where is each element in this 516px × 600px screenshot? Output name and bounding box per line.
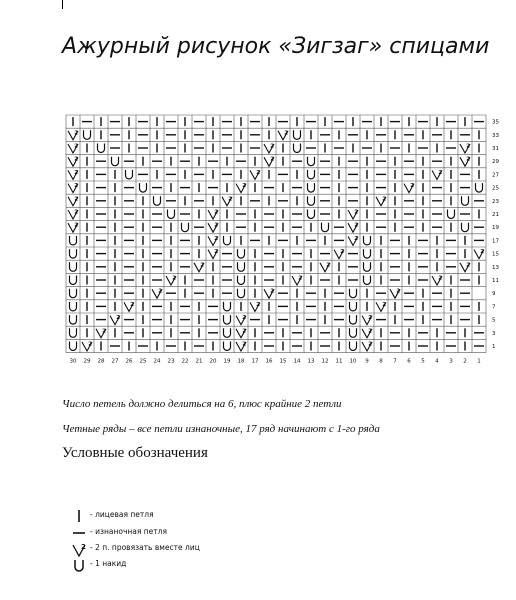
row-number-label: 5 [492, 317, 496, 324]
legend-label: - 1 накид [90, 559, 127, 568]
svg-text:2: 2 [396, 288, 401, 295]
column-number-label: 27 [111, 358, 119, 365]
yarn-over-icon [70, 276, 77, 285]
yarn-over-icon [238, 249, 245, 258]
row-number-label: 19 [492, 225, 499, 232]
knit-two-together-icon [236, 183, 246, 193]
svg-text:2: 2 [466, 262, 471, 269]
column-number-label: 23 [167, 358, 175, 365]
svg-text:2: 2 [284, 130, 289, 137]
legend-label: - лицевая петля [90, 510, 154, 519]
knit-two-together-icon [432, 170, 442, 180]
column-number-label: 15 [279, 358, 287, 365]
svg-text:2: 2 [256, 169, 261, 176]
knit-two-together-icon [334, 249, 344, 259]
svg-text:2: 2 [480, 249, 485, 256]
yarn-over-icon [476, 183, 483, 192]
yarn-over-icon [70, 262, 77, 271]
svg-text:2: 2 [466, 143, 471, 150]
yarn-over-icon [448, 210, 455, 219]
svg-text:2: 2 [270, 143, 275, 150]
knit-two-together-icon [264, 289, 274, 299]
yarn-over-icon [182, 223, 189, 232]
column-number-label: 19 [223, 358, 231, 365]
column-number-label: 9 [365, 358, 369, 365]
legend-item-knit [72, 508, 272, 524]
row-number-label: 13 [492, 264, 499, 271]
yarn-over-icon [462, 223, 469, 232]
row-number-label: 33 [492, 132, 499, 139]
svg-text:2: 2 [74, 196, 79, 203]
knit-two-together-icon [460, 157, 470, 167]
column-number-label: 17 [251, 358, 259, 365]
column-number-label: 21 [195, 358, 203, 365]
knit-two-together-icon [72, 541, 86, 557]
knit-two-together-icon [292, 276, 302, 286]
yarn-over-icon [308, 157, 315, 166]
column-number-label: 2 [463, 358, 467, 365]
yarn-over-icon [364, 236, 371, 245]
yarn-over-icon [70, 342, 77, 351]
knit-two-together-icon [68, 223, 78, 233]
stitch-count-note: Число петель должно делиться на 6, плюс крайние 2 петли [62, 398, 342, 410]
knit-two-together-icon [404, 183, 414, 193]
knit-two-together-icon [68, 130, 78, 140]
yarn-over-icon [84, 130, 91, 139]
yarn-over-icon [70, 315, 77, 324]
knit-two-together-icon [222, 196, 232, 206]
column-number-label: 3 [449, 358, 453, 365]
yarn-over-icon [294, 144, 301, 153]
row-number-label: 7 [492, 304, 496, 311]
yarn-over-icon [350, 315, 357, 324]
knit-two-together-icon [376, 302, 386, 312]
yarn-over-icon [112, 157, 119, 166]
yarn-over-icon [126, 170, 133, 179]
svg-text:2: 2 [214, 249, 219, 256]
knit-stitch-icon [72, 508, 86, 524]
svg-text:2: 2 [74, 222, 79, 229]
svg-text:2: 2 [256, 301, 261, 308]
knit-two-together-icon [460, 144, 470, 154]
knit-two-together-icon [208, 210, 218, 220]
svg-text:2: 2 [130, 301, 135, 308]
column-number-label: 28 [97, 358, 105, 365]
svg-text:2: 2 [354, 222, 359, 229]
knit-two-together-icon [166, 276, 176, 286]
yarn-over-icon [308, 170, 315, 179]
knit-two-together-icon [68, 210, 78, 220]
yarn-over-icon [168, 210, 175, 219]
column-number-label: 26 [125, 358, 133, 365]
even-rows-note: Четные ряды – все петли изнаночные, 17 ряд начинают с 1-го ряда [62, 423, 380, 435]
yarn-over-icon [140, 183, 147, 192]
knit-two-together-icon [348, 236, 358, 246]
svg-text:2: 2 [74, 156, 79, 163]
yarn-over-icon [322, 223, 329, 232]
svg-text:2: 2 [74, 130, 79, 137]
legend-item-yarn-over [72, 557, 272, 573]
knit-two-together-icon [264, 157, 274, 167]
yarn-over-icon [72, 557, 86, 573]
column-number-label: 24 [153, 358, 161, 365]
svg-text:2: 2 [466, 156, 471, 163]
svg-text:2: 2 [368, 315, 373, 322]
column-number-label: 13 [307, 358, 315, 365]
row-number-label: 1 [492, 344, 496, 350]
row-number-label: 29 [492, 159, 499, 166]
svg-text:2: 2 [298, 275, 303, 282]
knit-two-together-icon [236, 328, 246, 338]
column-number-label: 7 [393, 358, 397, 365]
row-number-label: 31 [492, 146, 499, 152]
row-number-label: 27 [492, 172, 499, 179]
yarn-over-icon [350, 328, 357, 337]
svg-text:2: 2 [382, 196, 387, 203]
row-number-label: 17 [492, 238, 499, 245]
svg-text:2: 2 [368, 341, 373, 348]
svg-text:2: 2 [116, 315, 121, 322]
svg-text:2: 2 [242, 315, 247, 322]
yarn-over-icon [224, 315, 231, 324]
legend-item-purl [72, 525, 272, 541]
yarn-over-icon [70, 328, 77, 337]
knit-two-together-icon [152, 289, 162, 299]
column-number-label: 20 [209, 358, 217, 365]
svg-text:2: 2 [242, 341, 247, 348]
knit-two-together-icon [348, 223, 358, 233]
row-number-label: 35 [492, 119, 499, 126]
svg-text:2: 2 [172, 275, 177, 282]
knit-two-together-icon [474, 249, 484, 259]
yarn-over-icon [70, 302, 77, 311]
yarn-over-icon [224, 236, 231, 245]
knit-two-together-icon [362, 328, 372, 338]
row-number-label: 9 [492, 291, 496, 298]
knit-two-together-icon [96, 328, 106, 338]
knit-two-together-icon [264, 144, 274, 154]
column-number-label: 6 [407, 358, 411, 365]
column-number-label: 12 [321, 358, 329, 365]
row-number-label: 23 [492, 198, 499, 205]
yarn-over-icon [98, 144, 105, 153]
yarn-over-icon [350, 302, 357, 311]
knit-two-together-icon [68, 196, 78, 206]
column-number-label: 22 [181, 358, 189, 365]
yarn-over-icon [462, 196, 469, 205]
row-number-label: 11 [492, 278, 499, 284]
svg-text:2: 2 [270, 288, 275, 295]
yarn-over-icon [154, 196, 161, 205]
knit-two-together-icon [250, 170, 260, 180]
yarn-over-icon [224, 342, 231, 351]
knit-two-together-icon [194, 262, 204, 272]
column-number-label: 4 [435, 358, 439, 365]
column-number-label: 1 [477, 358, 481, 365]
svg-text:2: 2 [354, 209, 359, 216]
knit-two-together-icon [376, 196, 386, 206]
yarn-over-icon [294, 130, 301, 139]
svg-text:2: 2 [326, 262, 331, 269]
page-title: Ажурный рисунок «Зигзаг» спицами [62, 34, 490, 59]
legend-label: - изнаночная петля [90, 527, 167, 536]
column-number-label: 30 [69, 358, 77, 365]
legend-label: - 2 п. провязать вместе лиц [90, 543, 200, 552]
yarn-over-icon [70, 249, 77, 258]
column-number-label: 29 [83, 358, 91, 365]
knit-two-together-icon [236, 315, 246, 325]
yarn-over-icon [308, 196, 315, 205]
knit-two-together-icon [460, 262, 470, 272]
svg-text:2: 2 [438, 275, 443, 282]
knit-two-together-icon [208, 249, 218, 259]
knit-two-together-icon [236, 342, 246, 352]
svg-text:2: 2 [410, 183, 415, 190]
column-number-label: 25 [139, 358, 147, 365]
yarn-over-icon [238, 289, 245, 298]
knit-two-together-icon [348, 210, 358, 220]
column-number-label: 11 [335, 358, 343, 365]
svg-text:2: 2 [81, 543, 86, 551]
knit-two-together-icon [68, 170, 78, 180]
svg-text:2: 2 [242, 328, 247, 335]
yarn-over-icon [70, 236, 77, 245]
yarn-over-icon [224, 302, 231, 311]
yarn-over-icon [364, 276, 371, 285]
row-number-label: 3 [492, 330, 496, 337]
knit-two-together-icon [250, 302, 260, 312]
column-number-label: 16 [265, 358, 273, 365]
yarn-over-icon [350, 289, 357, 298]
row-number-label: 25 [492, 185, 499, 192]
knit-two-together-icon [390, 289, 400, 299]
knit-two-together-icon [432, 276, 442, 286]
yarn-over-icon [238, 276, 245, 285]
svg-text:2: 2 [354, 235, 359, 242]
svg-text:2: 2 [74, 209, 79, 216]
column-number-label: 8 [379, 358, 383, 365]
yarn-over-icon [70, 289, 77, 298]
svg-text:2: 2 [74, 183, 79, 190]
knit-two-together-icon [68, 144, 78, 154]
svg-text:2: 2 [242, 183, 247, 190]
svg-text:2: 2 [88, 341, 93, 348]
knit-two-together-icon [68, 157, 78, 167]
knit-two-together-icon [68, 183, 78, 193]
yarn-over-icon [308, 183, 315, 192]
knit-two-together-icon [320, 262, 330, 272]
knit-two-together-icon [124, 302, 134, 312]
svg-text:2: 2 [74, 143, 79, 150]
svg-text:2: 2 [340, 249, 345, 256]
svg-text:2: 2 [158, 288, 163, 295]
svg-text:2: 2 [214, 222, 219, 229]
yarn-over-icon [224, 328, 231, 337]
column-number-label: 5 [421, 358, 425, 365]
purl-stitch-icon [72, 525, 86, 541]
svg-text:2: 2 [214, 209, 219, 216]
svg-text:2: 2 [382, 301, 387, 308]
knit-two-together-icon [362, 342, 372, 352]
yarn-over-icon [364, 262, 371, 271]
column-number-label: 10 [349, 358, 357, 365]
svg-text:2: 2 [74, 169, 79, 176]
column-number-label: 14 [293, 358, 301, 365]
knit-two-together-icon [208, 236, 218, 246]
knit-two-together-icon [278, 130, 288, 140]
svg-text:2: 2 [228, 196, 233, 203]
svg-text:2: 2 [102, 328, 107, 335]
row-number-label: 21 [492, 212, 499, 218]
svg-text:2: 2 [438, 169, 443, 176]
svg-text:2: 2 [200, 262, 205, 269]
svg-text:2: 2 [214, 235, 219, 242]
knit-two-together-icon [208, 223, 218, 233]
legend-item-k2tog [72, 541, 272, 557]
column-number-label: 18 [237, 358, 245, 365]
knit-two-together-icon [110, 315, 120, 325]
svg-text:2: 2 [368, 328, 373, 335]
yarn-over-icon [308, 210, 315, 219]
yarn-over-icon [350, 342, 357, 351]
svg-text:2: 2 [270, 156, 275, 163]
yarn-over-icon [364, 249, 371, 258]
knit-two-together-icon [82, 342, 92, 352]
row-number-label: 15 [492, 251, 499, 258]
yarn-over-icon [238, 262, 245, 271]
knit-two-together-icon [362, 315, 372, 325]
legend-heading: Условные обозначения [62, 445, 208, 461]
